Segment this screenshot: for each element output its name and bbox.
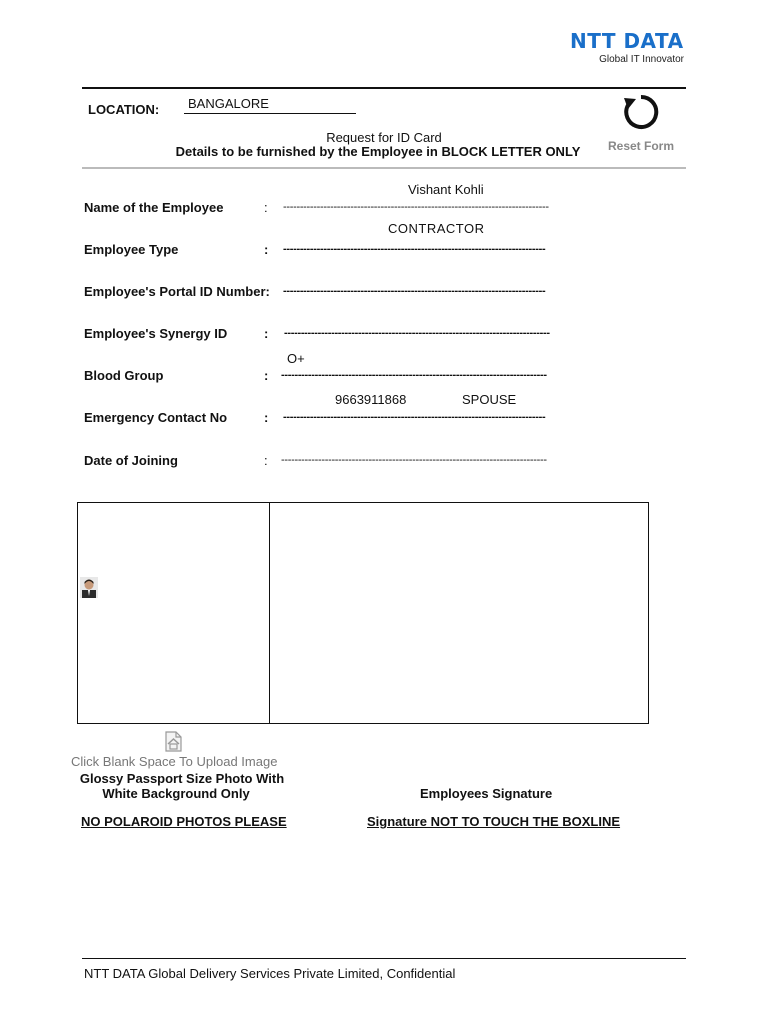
synergy-id-label: Employee's Synergy ID xyxy=(84,326,228,341)
signature-warning: Signature NOT TO TOUCH THE BOXLINE xyxy=(367,814,621,829)
signature-area[interactable] xyxy=(271,503,648,723)
date-of-joining-label: Date of Joining xyxy=(84,453,178,468)
photo-upload-area[interactable] xyxy=(78,503,269,723)
employee-type-value[interactable]: CONTRACTOR xyxy=(388,221,485,236)
upload-image-icon[interactable] xyxy=(161,729,185,753)
location-field[interactable] xyxy=(184,96,356,114)
date-of-joining-line[interactable]: ------------------------------------------------------------------------------- xyxy=(281,454,547,466)
blood-group-label: Blood Group xyxy=(84,368,164,383)
photo-warning: NO POLAROID PHOTOS PLEASE xyxy=(81,814,287,829)
emergency-contact-colon: : xyxy=(264,410,269,425)
date-of-joining-colon: : xyxy=(264,453,268,468)
top-divider xyxy=(82,87,686,89)
employee-photo-thumbnail xyxy=(80,577,98,598)
photo-box-divider xyxy=(269,502,270,724)
form-title: Request for ID Card xyxy=(326,130,442,145)
emergency-contact-label: Emergency Contact No xyxy=(84,410,228,425)
photo-caption-line2: White Background Only xyxy=(102,786,250,801)
upload-hint[interactable]: Click Blank Space To Upload Image xyxy=(71,754,278,769)
emergency-contact-relation[interactable]: SPOUSE xyxy=(462,392,517,407)
employee-type-line: ------------------------------------------------------------------------------ xyxy=(283,243,546,255)
employee-name-colon: : xyxy=(264,200,268,215)
company-logo xyxy=(570,30,684,65)
logo-tagline: Global IT Innovator xyxy=(599,54,684,65)
footer-divider xyxy=(82,958,686,959)
logo-brand: NTT DATA xyxy=(570,29,684,53)
location-value: BANGALORE xyxy=(188,96,269,111)
photo-caption-line1: Glossy Passport Size Photo With xyxy=(79,771,285,786)
synergy-id-line[interactable]: ------------------------------------------------------------------------------- xyxy=(284,327,550,339)
reset-icon xyxy=(621,92,661,132)
blood-group-value[interactable]: O+ xyxy=(287,351,305,366)
portal-id-line[interactable]: ------------------------------------------------------------------------------ xyxy=(283,285,546,297)
form-subtitle: Details to be furnished by the Employee in BLOCK LETTER ONLY xyxy=(175,144,581,159)
reset-form-label: Reset Form xyxy=(607,139,675,153)
emergency-contact-line: ------------------------------------------------------------------------------ xyxy=(283,411,546,423)
portal-id-label: Employee's Portal ID Number: xyxy=(84,284,270,299)
emergency-contact-number[interactable]: 9663911868 xyxy=(335,392,407,407)
blood-group-line: ------------------------------------------------------------------------------- xyxy=(281,369,547,381)
synergy-id-colon: : xyxy=(264,326,269,341)
employee-name-value[interactable]: Vishant Kohli xyxy=(408,182,484,197)
header-divider xyxy=(82,167,686,169)
employee-name-line: ------------------------------------------------------------------------------- xyxy=(283,201,549,213)
employee-name-label: Name of the Employee xyxy=(84,200,224,215)
employee-type-label: Employee Type xyxy=(84,242,179,257)
employee-type-colon: : xyxy=(264,242,269,257)
blood-group-colon: : xyxy=(264,368,269,383)
signature-label: Employees Signature xyxy=(420,786,553,801)
location-label: LOCATION: xyxy=(88,102,160,117)
footer-text: NTT DATA Global Delivery Services Private Limited, Confidential xyxy=(84,966,456,981)
